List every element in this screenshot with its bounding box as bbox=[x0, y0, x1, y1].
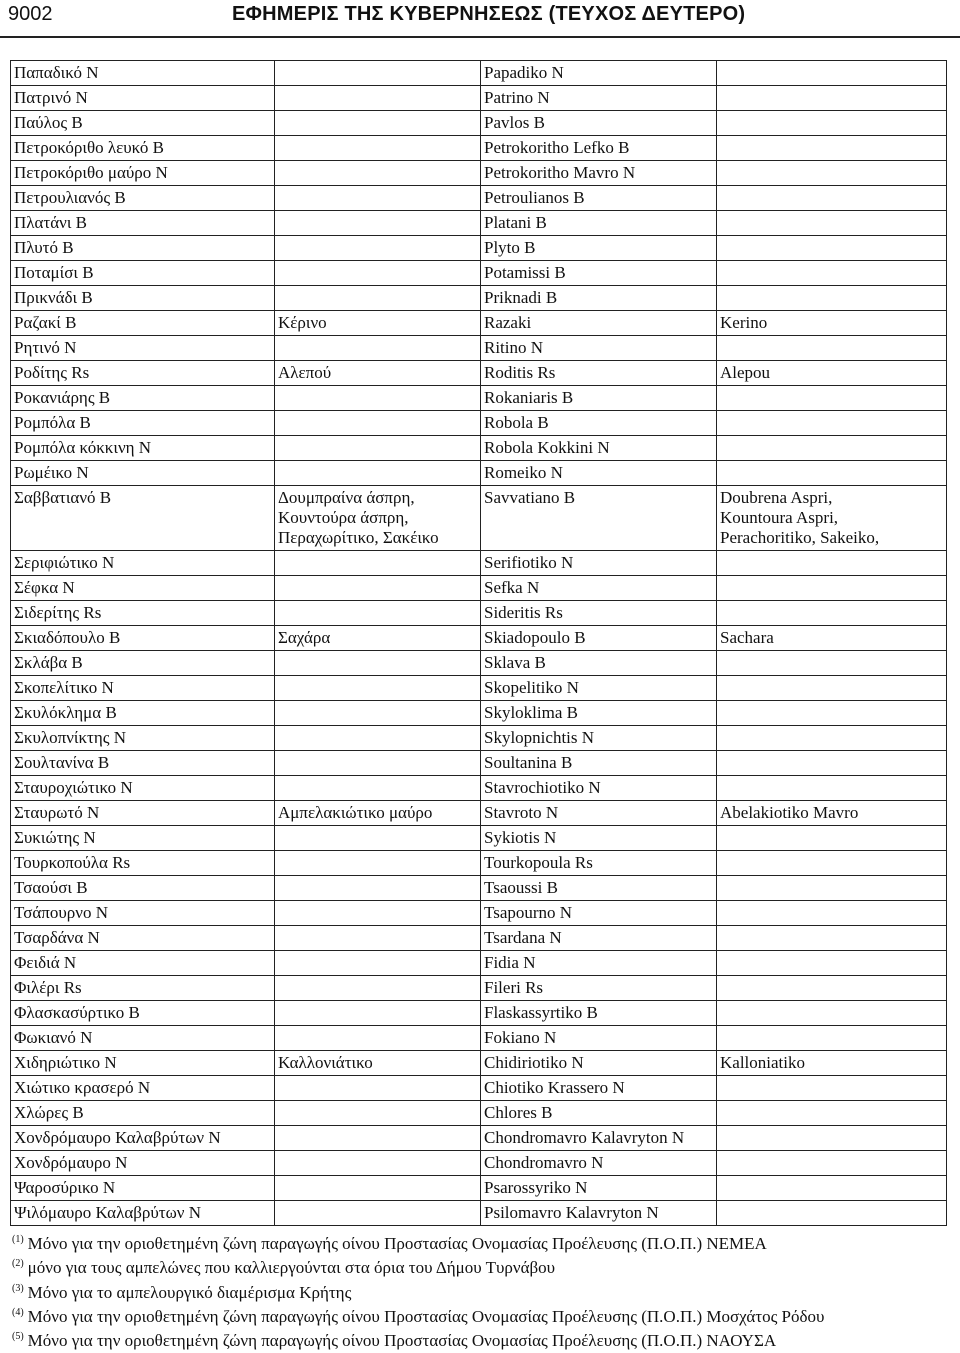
variety-name-latin: Tourkopoula Rs bbox=[481, 851, 717, 876]
variety-name-latin: Potamissi B bbox=[481, 261, 717, 286]
variety-name-greek: Σκυλόκλημα B bbox=[11, 701, 275, 726]
synonym-latin bbox=[717, 551, 947, 576]
footnote-mark: (2) bbox=[12, 1258, 24, 1270]
variety-name-greek: Χονδρόμαυρο Καλαβρύτων N bbox=[11, 1126, 275, 1151]
variety-name-greek: Σκυλοπνίκτης N bbox=[11, 726, 275, 751]
variety-name-greek: Πετροκόριθο μαύρο N bbox=[11, 161, 275, 186]
variety-name-greek: Σαββατιανό B bbox=[11, 486, 275, 551]
variety-name-greek: Χονδρόμαυρο N bbox=[11, 1151, 275, 1176]
table-row bbox=[11, 1126, 947, 1151]
variety-name-greek: Σέφκα N bbox=[11, 576, 275, 601]
variety-name-latin: Chondromavro Kalavryton N bbox=[481, 1126, 717, 1151]
footnote-mark: (1) bbox=[12, 1234, 24, 1245]
synonym-latin bbox=[717, 386, 947, 411]
variety-name-greek: Τσαούσι B bbox=[11, 876, 275, 901]
variety-name-latin: Fileri Rs bbox=[481, 976, 717, 1001]
synonym-greek bbox=[275, 211, 481, 236]
variety-name-latin: Razaki bbox=[481, 311, 717, 336]
page-header bbox=[0, 0, 960, 38]
table-row bbox=[11, 1001, 947, 1026]
footnote-text: Μόνο για την οριοθετημένη ζώνη παραγωγής οίνου Προστασίας Ονομασίας Προέλευσης (Π.Ο.Π.) Μοσχάτος Ρόδου bbox=[27, 1306, 825, 1326]
table-row bbox=[11, 286, 947, 311]
synonym-latin bbox=[717, 1176, 947, 1201]
table-row bbox=[11, 111, 947, 136]
variety-name-greek: Φωκιανό N bbox=[11, 1026, 275, 1051]
synonym-greek bbox=[275, 436, 481, 461]
gazette-title: ΕΦΗΜΕΡΙΣ ΤΗΣ ΚΥΒΕΡΝΗΣΕΩΣ (ΤΕΥΧΟΣ ΔΕΥΤΕΡΟ) bbox=[232, 3, 746, 25]
variety-name-greek: Τσάπουρνο N bbox=[11, 901, 275, 926]
synonym-greek bbox=[275, 976, 481, 1001]
synonym-greek: Καλλονιάτικο bbox=[275, 1051, 481, 1076]
variety-name-greek: Σεριφιώτικο N bbox=[11, 551, 275, 576]
variety-name-latin: Serifiotiko N bbox=[481, 551, 717, 576]
variety-name-greek: Τσαρδάνα N bbox=[11, 926, 275, 951]
variety-name-greek: Φειδιά N bbox=[11, 951, 275, 976]
variety-name-latin: Papadiko N bbox=[481, 61, 717, 86]
variety-name-greek: Ρωμέικο N bbox=[11, 461, 275, 486]
table-row bbox=[11, 826, 947, 851]
synonym-greek bbox=[275, 1151, 481, 1176]
variety-name-latin: Platani B bbox=[481, 211, 717, 236]
synonym-latin bbox=[717, 676, 947, 701]
footnote-text: Μόνο για την οριοθετημένη ζώνη παραγωγής οίνου Προστασίας Ονομασίας Προέλευσης (Π.Ο.Π.) ΝΑΟΥΣΑ bbox=[27, 1331, 777, 1351]
variety-name-latin: Priknadi B bbox=[481, 286, 717, 311]
table-row bbox=[11, 651, 947, 676]
footnote bbox=[12, 1232, 952, 1256]
table-row bbox=[11, 86, 947, 111]
synonym-latin bbox=[717, 726, 947, 751]
variety-name-greek: Πετρουλιανός B bbox=[11, 186, 275, 211]
variety-name-greek: Ροκανιάρης B bbox=[11, 386, 275, 411]
synonym-latin bbox=[717, 336, 947, 361]
footnote-mark: (3) bbox=[12, 1282, 24, 1294]
variety-name-greek: Ροδίτης Rs bbox=[11, 361, 275, 386]
synonym-latin bbox=[717, 1126, 947, 1151]
variety-name-latin: Ritino N bbox=[481, 336, 717, 361]
variety-name-greek: Ρητινό N bbox=[11, 336, 275, 361]
variety-name-latin: Chlores B bbox=[481, 1101, 717, 1126]
synonym-greek bbox=[275, 1026, 481, 1051]
variety-name-greek: Σκοπελίτικο N bbox=[11, 676, 275, 701]
table-row bbox=[11, 601, 947, 626]
table-row bbox=[11, 1026, 947, 1051]
synonym-greek bbox=[275, 111, 481, 136]
variety-name-latin: Sykiotis N bbox=[481, 826, 717, 851]
footnote bbox=[12, 1305, 952, 1329]
grape-varieties-table bbox=[10, 60, 947, 1226]
variety-name-latin: Tsardana N bbox=[481, 926, 717, 951]
table-row bbox=[11, 801, 947, 826]
synonym-greek bbox=[275, 61, 481, 86]
synonym-greek bbox=[275, 186, 481, 211]
synonym-greek bbox=[275, 461, 481, 486]
footnote-text: μόνο για τους αμπελώνες που καλλιεργούνται στα όρια του Δήμου Τυρνάβου bbox=[27, 1258, 556, 1278]
synonym-greek bbox=[275, 576, 481, 601]
table-row bbox=[11, 136, 947, 161]
table-row bbox=[11, 901, 947, 926]
table-row bbox=[11, 1101, 947, 1126]
synonym-greek bbox=[275, 776, 481, 801]
variety-name-greek: Σταυροχιώτικο N bbox=[11, 776, 275, 801]
synonym-greek bbox=[275, 411, 481, 436]
table-row bbox=[11, 361, 947, 386]
synonym-latin bbox=[717, 926, 947, 951]
synonym-latin bbox=[717, 186, 947, 211]
footnote-mark: (5) bbox=[12, 1331, 24, 1343]
synonym-greek bbox=[275, 1076, 481, 1101]
variety-name-latin: Fokiano N bbox=[481, 1026, 717, 1051]
synonym-latin bbox=[717, 436, 947, 461]
table-row bbox=[11, 626, 947, 651]
table-row bbox=[11, 236, 947, 261]
table-row bbox=[11, 436, 947, 461]
variety-name-greek: Σιδερίτης Rs bbox=[11, 601, 275, 626]
synonym-latin bbox=[717, 111, 947, 136]
synonym-latin: Alepou bbox=[717, 361, 947, 386]
synonym-latin bbox=[717, 651, 947, 676]
table-row bbox=[11, 776, 947, 801]
variety-name-latin: Romeiko N bbox=[481, 461, 717, 486]
table-row bbox=[11, 1201, 947, 1226]
synonym-latin: Abelakiotiko Mavro bbox=[717, 801, 947, 826]
table-row bbox=[11, 311, 947, 336]
synonym-latin bbox=[717, 1151, 947, 1176]
synonym-greek bbox=[275, 1101, 481, 1126]
variety-name-latin: Petrokoritho Mavro N bbox=[481, 161, 717, 186]
synonym-latin bbox=[717, 876, 947, 901]
variety-name-greek: Ποταμίσι B bbox=[11, 261, 275, 286]
synonym-latin bbox=[717, 1076, 947, 1101]
table-row bbox=[11, 461, 947, 486]
table-row bbox=[11, 751, 947, 776]
footnote-mark: (4) bbox=[12, 1306, 24, 1318]
synonym-latin bbox=[717, 851, 947, 876]
variety-name-latin: Flaskassyrtiko B bbox=[481, 1001, 717, 1026]
synonym-greek bbox=[275, 1176, 481, 1201]
table-row bbox=[11, 486, 947, 551]
variety-name-latin: Psarossyriko N bbox=[481, 1176, 717, 1201]
synonym-greek bbox=[275, 286, 481, 311]
table-row bbox=[11, 211, 947, 236]
synonym-latin bbox=[717, 1201, 947, 1226]
variety-name-greek: Πρικνάδι B bbox=[11, 286, 275, 311]
synonym-greek bbox=[275, 751, 481, 776]
table-row bbox=[11, 976, 947, 1001]
synonym-latin bbox=[717, 601, 947, 626]
variety-name-latin: Tsaoussi B bbox=[481, 876, 717, 901]
synonym-latin bbox=[717, 1101, 947, 1126]
synonym-greek: Αλεπού bbox=[275, 361, 481, 386]
table-row bbox=[11, 336, 947, 361]
variety-name-greek: Φλασκασύρτικο B bbox=[11, 1001, 275, 1026]
synonym-latin bbox=[717, 61, 947, 86]
variety-name-latin: Petroulianos B bbox=[481, 186, 717, 211]
synonym-greek bbox=[275, 1201, 481, 1226]
variety-name-latin: Petrokoritho Lefko B bbox=[481, 136, 717, 161]
synonym-greek: Δουμπραίνα άσπρη, Κουντούρα άσπρη, Περαχωρίτικο, Σακέικο bbox=[275, 486, 481, 551]
table-row bbox=[11, 851, 947, 876]
variety-name-latin: Soultanina B bbox=[481, 751, 717, 776]
table-row bbox=[11, 951, 947, 976]
synonym-greek bbox=[275, 236, 481, 261]
synonym-greek: Σαχάρα bbox=[275, 626, 481, 651]
synonym-latin: Kerino bbox=[717, 311, 947, 336]
synonym-greek bbox=[275, 386, 481, 411]
variety-name-latin: Patrino N bbox=[481, 86, 717, 111]
synonym-latin bbox=[717, 976, 947, 1001]
synonym-latin bbox=[717, 901, 947, 926]
synonym-latin bbox=[717, 576, 947, 601]
variety-name-latin: Sideritis Rs bbox=[481, 601, 717, 626]
variety-name-latin: Chiotiko Krassero N bbox=[481, 1076, 717, 1101]
footnote-text: Μόνο για την οριοθετημένη ζώνη παραγωγής οίνου Προστασίας Ονομασίας Προέλευσης (Π.Ο.Π.) ΝΕΜΕΑ bbox=[27, 1234, 767, 1253]
variety-name-latin: Plyto B bbox=[481, 236, 717, 261]
variety-name-greek: Φιλέρι Rs bbox=[11, 976, 275, 1001]
table-row bbox=[11, 1176, 947, 1201]
table-row bbox=[11, 1151, 947, 1176]
synonym-latin bbox=[717, 211, 947, 236]
table-row bbox=[11, 1051, 947, 1076]
variety-name-latin: Skopelitiko N bbox=[481, 676, 717, 701]
variety-name-latin: Skylopnichtis N bbox=[481, 726, 717, 751]
variety-name-greek: Πετροκόριθο λευκό B bbox=[11, 136, 275, 161]
variety-name-latin: Fidia N bbox=[481, 951, 717, 976]
synonym-greek bbox=[275, 136, 481, 161]
table-row bbox=[11, 61, 947, 86]
variety-name-latin: Rokaniaris B bbox=[481, 386, 717, 411]
variety-name-latin: Robola Kokkini N bbox=[481, 436, 717, 461]
variety-name-greek: Πλυτό B bbox=[11, 236, 275, 261]
variety-name-greek: Συκιώτης N bbox=[11, 826, 275, 851]
variety-name-latin: Savvatiano B bbox=[481, 486, 717, 551]
footnote-text: Μόνο για το αμπελουργικό διαμέρισμα Κρήτης bbox=[27, 1282, 352, 1302]
synonym-greek bbox=[275, 336, 481, 361]
synonym-greek bbox=[275, 261, 481, 286]
table-row bbox=[11, 261, 947, 286]
synonym-greek bbox=[275, 601, 481, 626]
synonym-latin bbox=[717, 411, 947, 436]
synonym-greek: Αμπελακιώτικο μαύρο bbox=[275, 801, 481, 826]
synonym-latin bbox=[717, 86, 947, 111]
variety-name-greek: Ψαροσύρικο N bbox=[11, 1176, 275, 1201]
synonym-latin bbox=[717, 1001, 947, 1026]
synonym-greek bbox=[275, 826, 481, 851]
variety-name-greek: Πατρινό N bbox=[11, 86, 275, 111]
synonym-greek bbox=[275, 851, 481, 876]
synonym-latin bbox=[717, 826, 947, 851]
table-row bbox=[11, 726, 947, 751]
variety-name-latin: Sklava B bbox=[481, 651, 717, 676]
table-row bbox=[11, 186, 947, 211]
variety-name-greek: Ρομπόλα B bbox=[11, 411, 275, 436]
synonym-latin bbox=[717, 461, 947, 486]
synonym-greek bbox=[275, 901, 481, 926]
synonym-latin bbox=[717, 261, 947, 286]
synonym-latin: Kalloniatiko bbox=[717, 1051, 947, 1076]
synonym-greek bbox=[275, 926, 481, 951]
variety-name-latin: Chondromavro N bbox=[481, 1151, 717, 1176]
variety-name-greek: Πλατάνι B bbox=[11, 211, 275, 236]
synonym-greek: Κέρινο bbox=[275, 311, 481, 336]
synonym-greek bbox=[275, 701, 481, 726]
synonym-greek bbox=[275, 651, 481, 676]
synonym-greek bbox=[275, 951, 481, 976]
variety-name-latin: Chidiriotiko N bbox=[481, 1051, 717, 1076]
synonym-latin bbox=[717, 751, 947, 776]
variety-name-latin: Robola B bbox=[481, 411, 717, 436]
table-row bbox=[11, 576, 947, 601]
synonym-latin bbox=[717, 951, 947, 976]
variety-name-greek: Χλώρες B bbox=[11, 1101, 275, 1126]
table-row bbox=[11, 411, 947, 436]
variety-name-latin: Pavlos B bbox=[481, 111, 717, 136]
variety-name-latin: Roditis Rs bbox=[481, 361, 717, 386]
variety-name-greek: Παπαδικό N bbox=[11, 61, 275, 86]
table-row bbox=[11, 1076, 947, 1101]
table-row bbox=[11, 161, 947, 186]
synonym-latin bbox=[717, 236, 947, 261]
footnote bbox=[12, 1329, 952, 1353]
variety-name-latin: Stavrochiotiko N bbox=[481, 776, 717, 801]
synonym-latin bbox=[717, 161, 947, 186]
synonym-latin bbox=[717, 701, 947, 726]
variety-name-greek: Ρομπόλα κόκκινη N bbox=[11, 436, 275, 461]
footnote bbox=[12, 1256, 952, 1280]
synonym-latin bbox=[717, 1026, 947, 1051]
variety-name-latin: Stavroto N bbox=[481, 801, 717, 826]
variety-name-greek: Σταυρωτό N bbox=[11, 801, 275, 826]
footnote bbox=[12, 1281, 952, 1305]
variety-name-greek: Ραζακί B bbox=[11, 311, 275, 336]
variety-name-latin: Skyloklima B bbox=[481, 701, 717, 726]
synonym-greek bbox=[275, 1126, 481, 1151]
table-row bbox=[11, 676, 947, 701]
variety-name-greek: Χιώτικο κρασερό N bbox=[11, 1076, 275, 1101]
variety-name-latin: Tsapourno N bbox=[481, 901, 717, 926]
synonym-greek bbox=[275, 726, 481, 751]
synonym-latin bbox=[717, 136, 947, 161]
synonym-greek bbox=[275, 551, 481, 576]
synonym-latin: Doubrena Aspri, Kountoura Aspri, Perachoritiko, Sakeiko, bbox=[717, 486, 947, 551]
page-number: 9002 bbox=[8, 3, 53, 25]
variety-name-greek: Σκλάβα B bbox=[11, 651, 275, 676]
table-row bbox=[11, 386, 947, 411]
table-row bbox=[11, 876, 947, 901]
table-row bbox=[11, 926, 947, 951]
synonym-latin: Sachara bbox=[717, 626, 947, 651]
variety-name-greek: Παύλος B bbox=[11, 111, 275, 136]
variety-name-latin: Psilomavro Kalavryton N bbox=[481, 1201, 717, 1226]
synonym-greek bbox=[275, 876, 481, 901]
variety-name-latin: Skiadopoulo B bbox=[481, 626, 717, 651]
variety-name-greek: Χιδηριώτικο N bbox=[11, 1051, 275, 1076]
table-body bbox=[11, 61, 947, 1226]
variety-name-greek: Σουλτανίνα B bbox=[11, 751, 275, 776]
synonym-greek bbox=[275, 161, 481, 186]
variety-name-greek: Ψιλόμαυρο Καλαβρύτων N bbox=[11, 1201, 275, 1226]
table-row bbox=[11, 551, 947, 576]
variety-name-latin: Sefka N bbox=[481, 576, 717, 601]
variety-name-greek: Τουρκοπούλα Rs bbox=[11, 851, 275, 876]
variety-name-greek: Σκιαδόπουλο B bbox=[11, 626, 275, 651]
synonym-greek bbox=[275, 676, 481, 701]
footnotes bbox=[12, 1232, 952, 1353]
table-row bbox=[11, 701, 947, 726]
synonym-greek bbox=[275, 86, 481, 111]
synonym-latin bbox=[717, 286, 947, 311]
synonym-latin bbox=[717, 776, 947, 801]
synonym-greek bbox=[275, 1001, 481, 1026]
